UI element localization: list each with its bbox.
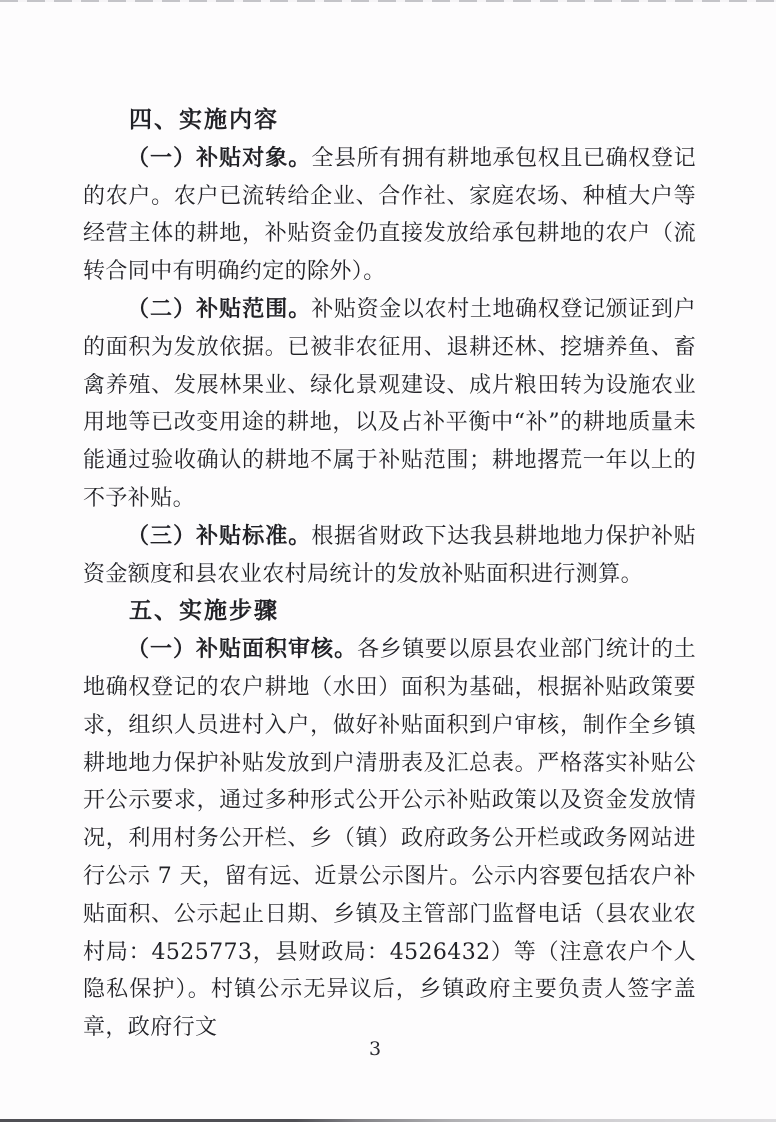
paragraph-lead-label: （一）补贴面积审核。 [127, 637, 358, 663]
page-number: 3 [368, 1038, 382, 1060]
paragraph-lead-label: （一）补贴对象。 [127, 145, 312, 171]
body-paragraph: （二）补贴范围。补贴资金以农村土地确权登记颁证到户的面积为发放依据。已被非农征用、退耕还林、挖塘养鱼、畜禽养殖、发展林果业、绿化景观建设、成片粮田转为设施农业用地等已改变用途的耕地，以及占补平衡中“补”的耕地质量未能通过验收确认的耕地不属于补贴范围；耕地撂荒一年以上的不予补贴。 [83, 296, 696, 511]
paragraph-lead-label: （二）补贴范围。 [127, 296, 312, 322]
section-heading: 四、实施内容 [129, 107, 279, 133]
body-paragraph: （三）补贴标准。根据省财政下达我县耕地地力保护补贴资金额度和县农业农村局统计的发放补贴面积进行测算。 [83, 523, 696, 587]
document-body [83, 102, 696, 1047]
section-heading: 五、实施步骤 [129, 598, 279, 625]
scan-edge-artifact-top [0, 0, 776, 2]
body-paragraph: （一）补贴面积审核。各乡镇要以原县农业部门统计的土地确权登记的农户耕地（水田）面积为基础，根据补贴政策要求，组织人员进村入户，做好补贴面积到户审核，制作全乡镇耕地地力保护补贴发放到户清册表及汇总表。严格落实补贴公开公示要求，通过多种形式公开公示补贴政策以及资金发放情况，利用村务公开栏、乡（镇）政府政务公开栏或政务网站进行公示 7 天，留有远、近景公示图片。公示内容要包括农户补贴面积、公示起止日期、乡镇及主管部门监督电话（县农业农村局：4525773，县财政局：4526432）等（注意农户个人隐私保护）。村镇公示无异议后，乡镇政府主要负责人签字盖章，政府行文 [83, 637, 696, 1041]
body-paragraph: （一）补贴对象。全县所有拥有耕地承包权且已确权登记的农户。农户已流转给企业、合作社、家庭农场、种植大户等经营主体的耕地，补贴资金仍直接发放给承包耕地的农户（流转合同中有明确约定的除外）。 [83, 145, 696, 285]
paragraph-lead-label: （三）补贴标准。 [127, 523, 312, 549]
